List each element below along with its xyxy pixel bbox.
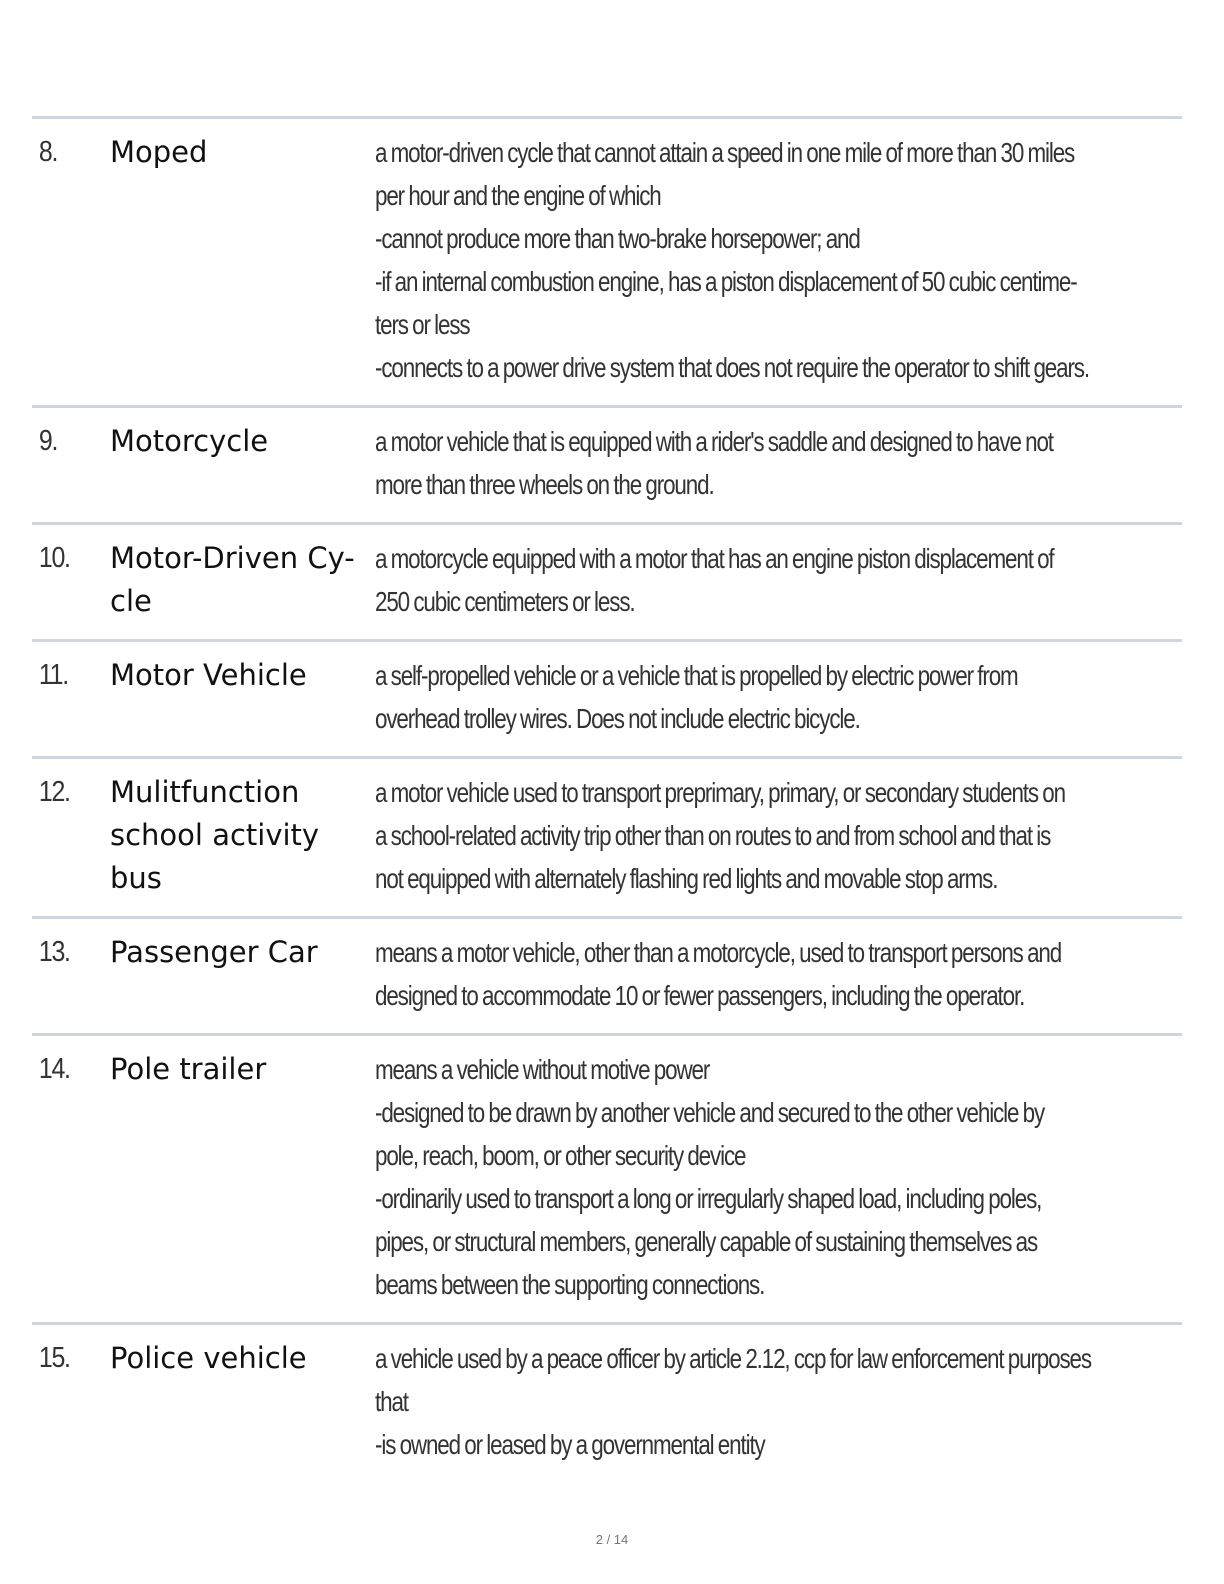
- definition-row-11: [32, 642, 1182, 759]
- definition-line: per hour and the engine of which: [375, 180, 661, 211]
- definition-row-10: [32, 525, 1182, 642]
- definition-line: that: [375, 1386, 408, 1417]
- entry-number: 10.: [38, 542, 70, 574]
- definition-line: a vehicle used by a peace officer by article 2.12, ccp for law enforcement purposes: [375, 1343, 1091, 1374]
- definition-line: pipes, or structural members, generally capable of sustaining themselves as: [375, 1226, 1038, 1257]
- definition-line: designed to accommodate 10 or fewer passengers, including the operator.: [375, 980, 1025, 1011]
- entry-number: 15.: [38, 1342, 70, 1374]
- definition-row-15: [32, 1325, 1182, 1482]
- definition-line: a self-propelled vehicle or a vehicle that is propelled by electric power from: [375, 660, 1018, 691]
- definition-line: -connects to a power drive system that does not require the operator to shift gears.: [375, 352, 1089, 383]
- entry-number: 11.: [38, 659, 68, 691]
- definition-line: a school-related activity trip other than on routes to and from school and that is: [375, 820, 1051, 851]
- entry-term: Police vehicle: [110, 1341, 307, 1375]
- entry-definition: [375, 1048, 1211, 1306]
- entry-definition: [375, 931, 1224, 1017]
- page-indicator: 2 / 14: [595, 1532, 629, 1547]
- definition-line: -ordinarily used to transport a long or irregularly shaped load, including poles,: [375, 1183, 1042, 1214]
- entry-number: 12.: [38, 776, 70, 808]
- definition-row-13: [32, 919, 1182, 1036]
- definition-line: 250 cubic centimeters or less.: [375, 586, 635, 617]
- entry-number: 8.: [38, 136, 58, 168]
- definition-line: beams between the supporting connections.: [375, 1269, 765, 1300]
- definition-line: -cannot produce more than two-brake horsepower; and: [375, 223, 860, 254]
- definition-line: not equipped with alternately flashing red lights and movable stop arms.: [375, 863, 998, 894]
- definition-line: ters or less: [375, 309, 470, 340]
- entry-term: Pole trailer: [110, 1052, 267, 1086]
- entry-definition: [375, 420, 1222, 506]
- definition-line: more than three wheels on the ground.: [375, 469, 714, 500]
- definition-line: overhead trolley wires. Does not include electric bicycle.: [375, 703, 860, 734]
- entry-definition: [375, 654, 1182, 740]
- entry-definition: [375, 1337, 1224, 1466]
- definition-line: pole, reach, boom, or other security device: [375, 1140, 746, 1171]
- definition-line: means a motor vehicle, other than a motorcycle, used to transport persons and: [375, 937, 1062, 968]
- entry-number: 14.: [38, 1053, 70, 1085]
- entry-definition: [375, 131, 1224, 389]
- definition-line: -is owned or leased by a governmental entity: [375, 1429, 765, 1460]
- entry-definition: [375, 537, 1223, 623]
- definition-line: -if an internal combustion engine, has a piston displacement of 50 cubic centime-: [375, 266, 1077, 297]
- definition-line: means a vehicle without motive power: [375, 1054, 710, 1085]
- entry-term: Motorcycle: [110, 424, 269, 458]
- definition-row-9: [32, 408, 1182, 525]
- entry-term: Motor Vehicle: [110, 658, 307, 692]
- definition-row-8: [32, 119, 1182, 408]
- entry-number: 9.: [38, 425, 58, 457]
- entry-term: Mulitfunction school activity bus: [110, 775, 320, 895]
- entry-term: Passenger Car: [110, 935, 318, 969]
- definition-line: a motor vehicle that is equipped with a rider's saddle and designed to have not: [375, 426, 1053, 457]
- definition-line: -designed to be drawn by another vehicle and secured to the other vehicle by: [375, 1097, 1045, 1128]
- entry-number: 13.: [38, 936, 70, 968]
- entry-term: Motor-Driven Cy-cle: [110, 541, 355, 618]
- definition-line: a motorcycle equipped with a motor that has an engine piston displacement of: [375, 543, 1054, 574]
- definition-row-14: [32, 1036, 1182, 1325]
- definition-line: a motor vehicle used to transport preprimary, primary, or secondary students on: [375, 777, 1065, 808]
- entry-term: Moped: [110, 135, 208, 169]
- definition-line: a motor-driven cycle that cannot attain a speed in one mile of more than 30 miles: [375, 137, 1075, 168]
- definitions-table: [32, 116, 1182, 1482]
- entry-definition: [375, 771, 1224, 900]
- definition-row-12: [32, 759, 1182, 919]
